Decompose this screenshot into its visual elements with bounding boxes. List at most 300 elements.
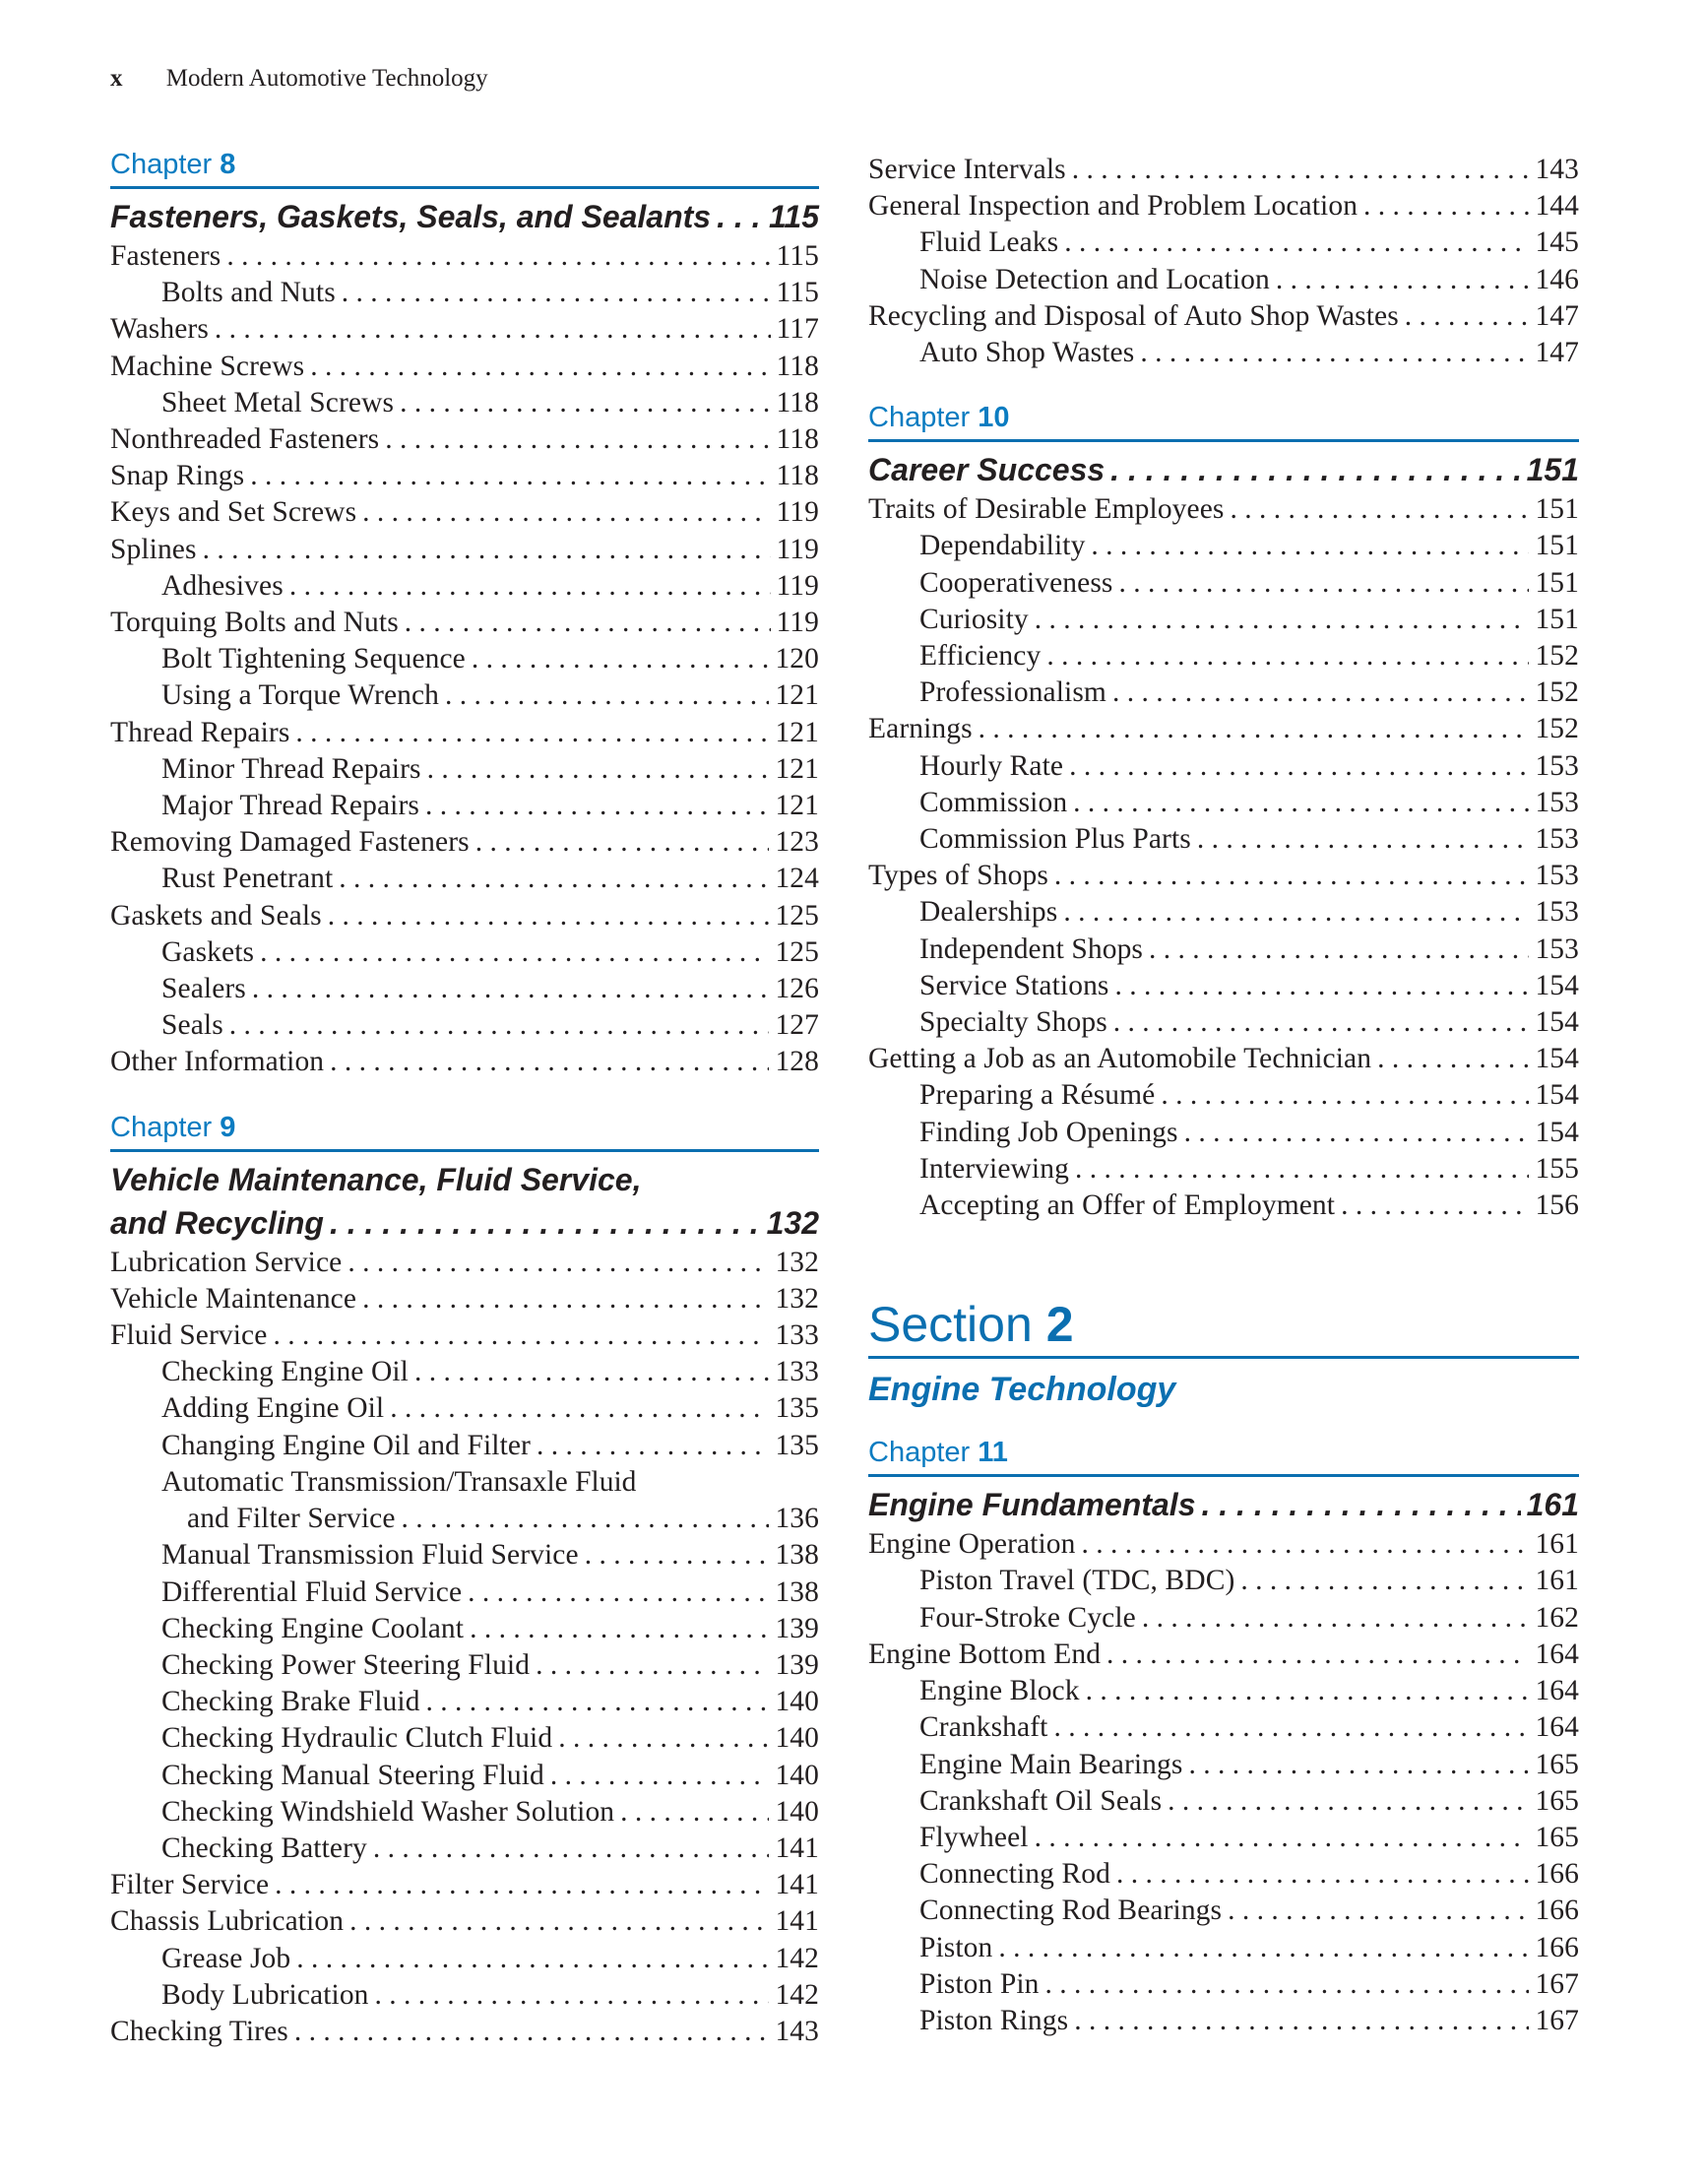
- toc-entry[interactable]: [110, 385, 819, 421]
- dot-leader: [1113, 1004, 1530, 1041]
- toc-entry-title: Checking Brake Fluid: [161, 1686, 420, 1718]
- toc-entry-title: Dealerships: [919, 896, 1058, 929]
- dot-leader: [390, 1390, 769, 1427]
- toc-entry-title: Checking Windshield Washer Solution: [161, 1795, 615, 1828]
- toc-entry[interactable]: [110, 494, 819, 531]
- toc-entry-page: 166: [1535, 1895, 1579, 1927]
- toc-entry-title: Rust Penetrant: [161, 863, 334, 895]
- running-head: [110, 65, 488, 93]
- toc-entry[interactable]: [868, 1077, 1579, 1114]
- dot-leader: [1184, 1115, 1530, 1151]
- dot-leader: [349, 1903, 769, 1940]
- dot-leader: [273, 1317, 769, 1354]
- toc-entry[interactable]: [868, 1966, 1579, 2003]
- toc-entry-title: Grease Job: [161, 1942, 291, 1974]
- toc-entry[interactable]: [868, 565, 1579, 602]
- toc-entry[interactable]: [868, 1856, 1579, 1893]
- dot-leader: [1228, 1893, 1529, 1929]
- toc-entry-page: 140: [775, 1759, 819, 1791]
- toc-entry[interactable]: [110, 1903, 819, 1940]
- toc-entry-page: 165: [1535, 1784, 1579, 1817]
- dot-leader: [468, 1574, 769, 1611]
- toc-entry[interactable]: [868, 858, 1579, 894]
- toc-entry-title: Connecting Rod: [919, 1858, 1110, 1891]
- toc-entry[interactable]: [110, 677, 819, 714]
- chapter-9-title-line1[interactable]: Vehicle Maintenance, Fluid Service,: [110, 1161, 642, 1197]
- toc-entry-page: 140: [775, 1722, 819, 1755]
- dot-leader: [472, 641, 770, 677]
- toc-entry[interactable]: [868, 968, 1579, 1004]
- dot-leader: [1140, 335, 1529, 371]
- toc-entry[interactable]: [110, 532, 819, 568]
- dot-leader: [1276, 262, 1530, 298]
- toc-entry[interactable]: [868, 188, 1579, 225]
- toc-entry[interactable]: [868, 1673, 1579, 1709]
- toc-entry-page: 167: [1535, 1967, 1579, 2000]
- toc-entry[interactable]: [110, 1647, 819, 1684]
- dot-leader: [226, 238, 770, 275]
- toc-entry-page: 152: [1535, 676, 1579, 709]
- toc-entry-title: Flywheel: [919, 1821, 1029, 1853]
- section-2-subtitle: Engine Technology: [868, 1371, 1176, 1409]
- toc-entry-page: 115: [776, 240, 819, 272]
- toc-entry-page: 128: [775, 1046, 819, 1078]
- dot-leader: [1035, 1820, 1530, 1856]
- dot-leader: [385, 421, 770, 458]
- page-folio: x: [110, 65, 123, 92]
- toc-entry-title: Major Thread Repairs: [161, 790, 419, 822]
- toc-entry-title: Filter Service: [110, 1869, 270, 1901]
- book-title: Modern Automotive Technology: [165, 65, 488, 92]
- dot-leader: [550, 1758, 770, 1794]
- toc-entry[interactable]: [110, 1245, 819, 1281]
- toc-entry[interactable]: [868, 528, 1579, 564]
- toc-entry[interactable]: [110, 1501, 819, 1537]
- toc-entry[interactable]: [110, 715, 819, 751]
- dot-leader: [229, 1007, 770, 1044]
- toc-entry-page: 143: [775, 2015, 819, 2047]
- toc-entry[interactable]: [110, 1281, 819, 1317]
- toc-entry[interactable]: [110, 1758, 819, 1794]
- toc-entry-title: Service Stations: [919, 969, 1109, 1001]
- toc-entry[interactable]: [110, 861, 819, 897]
- dot-leader: [1115, 968, 1530, 1004]
- toc-entry-title: Commission: [919, 786, 1068, 818]
- toc-entry[interactable]: [110, 311, 819, 348]
- dot-leader: [1118, 565, 1529, 602]
- toc-entry-page: 140: [775, 1795, 819, 1828]
- toc-entry-title: Bolt Tightening Sequence: [161, 643, 466, 675]
- dot-leader: [1240, 1563, 1529, 1599]
- dot-leader: [585, 1537, 770, 1574]
- toc-entry-title: Fluid Leaks: [919, 226, 1059, 259]
- dot-leader: [1054, 858, 1530, 894]
- toc-entry-page: 147: [1535, 299, 1579, 332]
- chapter-8-entries: [110, 238, 819, 1081]
- toc-entry-page: 141: [775, 1831, 819, 1864]
- toc-entry-title: Finding Job Openings: [919, 1116, 1178, 1148]
- dot-leader: [215, 311, 771, 348]
- toc-entry[interactable]: [868, 335, 1579, 371]
- toc-entry[interactable]: [110, 898, 819, 934]
- toc-entry-page: 153: [1535, 749, 1579, 782]
- toc-entry[interactable]: [110, 1794, 819, 1831]
- toc-entry[interactable]: [110, 788, 819, 824]
- toc-entry[interactable]: [868, 2003, 1579, 2039]
- toc-entry[interactable]: [110, 349, 819, 385]
- toc-entry-title: Professionalism: [919, 676, 1106, 709]
- toc-entry-title: Earnings: [868, 713, 973, 745]
- toc-entry[interactable]: [868, 931, 1579, 968]
- toc-entry-title: Checking Hydraulic Clutch Fluid: [161, 1722, 553, 1755]
- toc-entry[interactable]: [868, 1563, 1579, 1599]
- dot-leader: [339, 861, 769, 897]
- toc-entry[interactable]: [868, 1893, 1579, 1929]
- toc-entry[interactable]: [868, 1820, 1579, 1856]
- dot-leader: [1197, 821, 1530, 858]
- dot-leader: [250, 458, 770, 494]
- toc-entry-title: Specialty Shops: [919, 1006, 1107, 1039]
- toc-entry[interactable]: [868, 1526, 1579, 1563]
- dot-leader: [1405, 298, 1530, 335]
- toc-entry-page: 153: [1535, 896, 1579, 929]
- toc-entry-page: 138: [775, 1575, 819, 1608]
- dot-leader: [348, 1245, 769, 1281]
- dot-leader: [1086, 1673, 1530, 1709]
- toc-entry-page: 126: [775, 973, 819, 1005]
- toc-entry[interactable]: [868, 1151, 1579, 1188]
- toc-entry-title: Sheet Metal Screws: [161, 386, 395, 418]
- toc-entry[interactable]: [110, 1317, 819, 1354]
- toc-entry[interactable]: [868, 748, 1579, 785]
- toc-entry[interactable]: [110, 1831, 819, 1867]
- toc-entry-page: 151: [1535, 603, 1579, 635]
- toc-entry[interactable]: [110, 641, 819, 677]
- toc-entry-title: and Filter Service: [187, 1503, 396, 1535]
- toc-entry-title: Washers: [110, 313, 209, 346]
- toc-entry-title: Fasteners: [110, 240, 221, 272]
- toc-entry[interactable]: [868, 1041, 1579, 1077]
- toc-entry-page: 152: [1535, 640, 1579, 673]
- toc-entry-title: Snap Rings: [110, 460, 245, 492]
- toc-entry-title: Piston Rings: [919, 2004, 1069, 2036]
- dot-leader: [427, 751, 770, 788]
- dot-leader: [1188, 1747, 1529, 1783]
- toc-entry[interactable]: [868, 298, 1579, 335]
- toc-entry-page: 164: [1535, 1711, 1579, 1744]
- toc-entry[interactable]: [110, 824, 819, 861]
- dot-leader: [426, 1684, 770, 1720]
- dot-leader: [1064, 225, 1529, 261]
- dot-leader: [405, 605, 771, 641]
- dot-leader: [620, 1794, 769, 1831]
- toc-entry[interactable]: [868, 602, 1579, 638]
- dot-leader: [1072, 152, 1530, 188]
- toc-entry-page: 151: [1535, 530, 1579, 562]
- dot-leader: [1035, 602, 1530, 638]
- toc-entry-title: Using a Torque Wrench: [161, 679, 440, 712]
- toc-entry-title: Splines: [110, 533, 197, 565]
- toc-entry-title: Body Lubrication: [161, 1978, 369, 2011]
- toc-entry[interactable]: [868, 225, 1579, 261]
- toc-entry-title: Automatic Transmission/Transaxle Fluid: [161, 1465, 637, 1498]
- toc-entry-title: Checking Engine Oil: [161, 1356, 409, 1388]
- toc-entry-page: 120: [775, 643, 819, 675]
- toc-entry-page: 121: [775, 716, 819, 748]
- dot-leader: [1377, 1041, 1529, 1077]
- toc-entry[interactable]: [110, 2014, 819, 2050]
- toc-entry[interactable]: [868, 1747, 1579, 1783]
- toc-entry-title: Checking Battery: [161, 1831, 367, 1864]
- dot-leader: [402, 1501, 770, 1537]
- toc-entry-page: 119: [776, 496, 819, 529]
- chapter-8-title[interactable]: Fasteners, Gaskets, Seals, and Sealants . . . 115: [110, 195, 819, 238]
- toc-entry[interactable]: [110, 1464, 819, 1501]
- toc-entry-page: 164: [1535, 1638, 1579, 1670]
- toc-entry-page: 155: [1535, 1152, 1579, 1185]
- toc-entry-page: 139: [775, 1648, 819, 1681]
- toc-entry-title: Service Intervals: [868, 154, 1066, 185]
- toc-entry-title: Adhesives: [161, 569, 284, 602]
- chapter-11-label: Chapter 11: [868, 1434, 1579, 1477]
- toc-entry-title: Getting a Job as an Automobile Technician: [868, 1043, 1372, 1075]
- dot-leader: [414, 1354, 769, 1390]
- toc-entry-title: Engine Block: [919, 1675, 1080, 1707]
- toc-entry-title: Independent Shops: [919, 932, 1144, 965]
- dot-leader: [275, 1867, 769, 1903]
- dot-leader: [375, 1977, 770, 2014]
- chapter-9-continued-entries: [868, 152, 1579, 371]
- toc-entry[interactable]: [110, 1941, 819, 1977]
- dot-leader: [998, 1930, 1529, 1966]
- toc-entry-title: Nonthreaded Fasteners: [110, 423, 380, 456]
- toc-entry-page: 165: [1535, 1821, 1579, 1853]
- toc-entry[interactable]: [110, 1720, 819, 1757]
- toc-entry-title: Interviewing: [919, 1152, 1069, 1185]
- toc-entry-title: Traits of Desirable Employees: [868, 493, 1225, 526]
- toc-entry-page: 166: [1535, 1931, 1579, 1963]
- toc-entry-page: 154: [1535, 969, 1579, 1001]
- toc-entry-page: 115: [776, 277, 819, 309]
- section-2-heading: Section 2: [868, 1295, 1579, 1359]
- toc-entry[interactable]: [868, 491, 1579, 528]
- toc-entry-page: 132: [775, 1282, 819, 1315]
- toc-entry[interactable]: [110, 421, 819, 458]
- toc-entry[interactable]: [110, 1428, 819, 1464]
- toc-entry[interactable]: [868, 1637, 1579, 1673]
- toc-entry-page: 153: [1535, 860, 1579, 892]
- toc-entry[interactable]: [110, 1867, 819, 1903]
- dot-leader: [470, 1611, 769, 1647]
- toc-entry-page: 118: [776, 423, 819, 456]
- toc-entry-title: Dependability: [919, 530, 1086, 562]
- dot-leader: [1053, 1709, 1529, 1746]
- dot-leader: [1074, 2003, 1529, 2039]
- dot-leader: [260, 934, 769, 971]
- toc-entry-page: 154: [1535, 1079, 1579, 1112]
- dot-leader: [1116, 1856, 1529, 1893]
- dot-leader: [294, 2014, 770, 2050]
- toc-entry-page: 124: [775, 863, 819, 895]
- toc-entry-page: 151: [1535, 493, 1579, 526]
- dot-leader: [342, 275, 771, 311]
- toc-entry-page: 140: [775, 1686, 819, 1718]
- toc-entry[interactable]: [110, 238, 819, 275]
- toc-entry-page: 118: [776, 460, 819, 492]
- dot-leader: [558, 1720, 769, 1757]
- dot-leader: [400, 385, 770, 421]
- chapter-9-title-line2[interactable]: and Recycling . . . 132: [110, 1201, 819, 1245]
- toc-entry[interactable]: [110, 1044, 819, 1080]
- toc-entry-page: 162: [1535, 1601, 1579, 1634]
- toc-entry-title: Seals: [161, 1009, 223, 1042]
- toc-entry-page: 161: [1535, 1528, 1579, 1561]
- chapter-11-title[interactable]: Engine Fundamentals . . . 161: [868, 1483, 1579, 1526]
- dot-leader: [1142, 1600, 1530, 1637]
- toc-entry[interactable]: [110, 1390, 819, 1427]
- toc-entry[interactable]: [868, 1709, 1579, 1746]
- dot-leader: [310, 349, 770, 385]
- toc-entry-page: 154: [1535, 1043, 1579, 1075]
- toc-entry[interactable]: [868, 638, 1579, 674]
- toc-entry-title: Lubrication Service: [110, 1246, 343, 1278]
- toc-entry[interactable]: [110, 605, 819, 641]
- dot-leader: [328, 898, 770, 934]
- toc-entry-title: Cooperativeness: [919, 566, 1113, 599]
- toc-entry-page: 165: [1535, 1748, 1579, 1780]
- toc-left-column: [110, 146, 819, 2050]
- toc-right-column: [868, 152, 1579, 2039]
- toc-entry[interactable]: [868, 152, 1579, 188]
- dot-leader: [373, 1831, 770, 1867]
- toc-entry-title: Checking Engine Coolant: [161, 1612, 465, 1644]
- dot-leader: [425, 788, 769, 824]
- chapter-10-entries: [868, 491, 1579, 1224]
- chapter-10-title[interactable]: Career Success . . . 151: [868, 448, 1579, 491]
- toc-entry[interactable]: [868, 1115, 1579, 1151]
- chapter-11-entries: [868, 1526, 1579, 2039]
- toc-entry[interactable]: [868, 1783, 1579, 1820]
- toc-entry-title: Crankshaft: [919, 1711, 1048, 1744]
- toc-entry-page: 153: [1535, 932, 1579, 965]
- toc-entry-page: 146: [1535, 263, 1579, 295]
- toc-entry[interactable]: [110, 568, 819, 605]
- dot-leader: [979, 711, 1530, 747]
- toc-entry[interactable]: [110, 1574, 819, 1611]
- dot-leader: [1161, 1077, 1529, 1114]
- toc-entry-page: 127: [775, 1009, 819, 1042]
- dot-leader: [1073, 785, 1529, 821]
- dot-leader: [1063, 894, 1529, 931]
- toc-entry-title: Piston Travel (TDC, BDC): [919, 1565, 1235, 1597]
- toc-entry-page: 156: [1535, 1189, 1579, 1222]
- toc-entry-page: 132: [775, 1246, 819, 1278]
- dot-leader: [296, 1941, 769, 1977]
- toc-entry[interactable]: [110, 1684, 819, 1720]
- toc-entry[interactable]: [868, 1188, 1579, 1224]
- toc-entry[interactable]: [110, 1977, 819, 2014]
- toc-entry-page: 119: [776, 533, 819, 565]
- toc-entry-page: 125: [775, 899, 819, 931]
- toc-entry-title: Vehicle Maintenance: [110, 1282, 357, 1315]
- toc-entry-title: Removing Damaged Fasteners: [110, 826, 470, 859]
- toc-entry[interactable]: [110, 971, 819, 1007]
- toc-entry-title: Minor Thread Repairs: [161, 752, 421, 785]
- dot-leader: [1046, 638, 1529, 674]
- toc-entry-page: 145: [1535, 226, 1579, 259]
- dot-leader: [1106, 1637, 1529, 1673]
- toc-entry-title: Preparing a Résumé: [919, 1079, 1156, 1112]
- toc-entry[interactable]: [868, 894, 1579, 931]
- dot-leader: [1112, 674, 1529, 711]
- toc-entry-title: Gaskets and Seals: [110, 899, 322, 931]
- dot-leader: [252, 971, 770, 1007]
- toc-entry[interactable]: [868, 1004, 1579, 1041]
- toc-entry-page: 138: [775, 1539, 819, 1572]
- toc-entry-title: Connecting Rod Bearings: [919, 1895, 1223, 1927]
- toc-entry-page: 121: [775, 679, 819, 712]
- toc-entry-title: Manual Transmission Fluid Service: [161, 1539, 579, 1572]
- toc-entry-page: 141: [775, 1869, 819, 1901]
- toc-entry-title: Changing Engine Oil and Filter: [161, 1429, 531, 1461]
- dot-leader: [1091, 528, 1529, 564]
- dot-leader: [1082, 1526, 1530, 1563]
- toc-entry[interactable]: [110, 751, 819, 788]
- toc-entry-title: Keys and Set Screws: [110, 496, 357, 529]
- toc-entry[interactable]: [110, 934, 819, 971]
- toc-entry-page: 136: [775, 1503, 819, 1535]
- toc-entry[interactable]: [868, 1930, 1579, 1966]
- toc-entry-title: Differential Fluid Service: [161, 1575, 463, 1608]
- dot-leader: [295, 715, 769, 751]
- chapter-9-label: Chapter 9: [110, 1109, 819, 1152]
- toc-entry[interactable]: [868, 262, 1579, 298]
- chapter-8-label: Chapter 8: [110, 146, 819, 189]
- toc-entry[interactable]: [868, 821, 1579, 858]
- toc-entry[interactable]: [110, 275, 819, 311]
- toc-entry-title: Engine Bottom End: [868, 1638, 1102, 1670]
- toc-entry[interactable]: [110, 1007, 819, 1044]
- toc-entry-page: 125: [775, 935, 819, 968]
- dot-leader: [445, 677, 769, 714]
- toc-entry[interactable]: [868, 785, 1579, 821]
- toc-entry-page: 166: [1535, 1858, 1579, 1891]
- toc-entry-page: 161: [1535, 1565, 1579, 1597]
- chapter-10-label: Chapter 10: [868, 399, 1579, 442]
- dot-leader: [536, 1647, 769, 1684]
- toc-entry[interactable]: [868, 674, 1579, 711]
- dot-leader: [362, 1281, 769, 1317]
- toc-entry[interactable]: [110, 458, 819, 494]
- toc-entry-page: 141: [775, 1905, 819, 1938]
- dot-leader: [203, 532, 771, 568]
- toc-entry-page: 139: [775, 1612, 819, 1644]
- toc-entry[interactable]: [868, 711, 1579, 747]
- toc-entry[interactable]: [110, 1537, 819, 1574]
- dot-leader: [1168, 1783, 1529, 1820]
- toc-entry-page: 142: [775, 1978, 819, 2011]
- toc-entry-title: Four-Stroke Cycle: [919, 1601, 1136, 1634]
- toc-entry-page: 121: [775, 790, 819, 822]
- dot-leader: [1069, 748, 1529, 785]
- toc-entry[interactable]: [868, 1600, 1579, 1637]
- toc-entry-title: Thread Repairs: [110, 716, 290, 748]
- dot-leader: [289, 568, 771, 605]
- toc-entry-page: 154: [1535, 1116, 1579, 1148]
- toc-entry-title: Hourly Rate: [919, 749, 1064, 782]
- toc-entry[interactable]: [110, 1611, 819, 1647]
- toc-entry[interactable]: [110, 1354, 819, 1390]
